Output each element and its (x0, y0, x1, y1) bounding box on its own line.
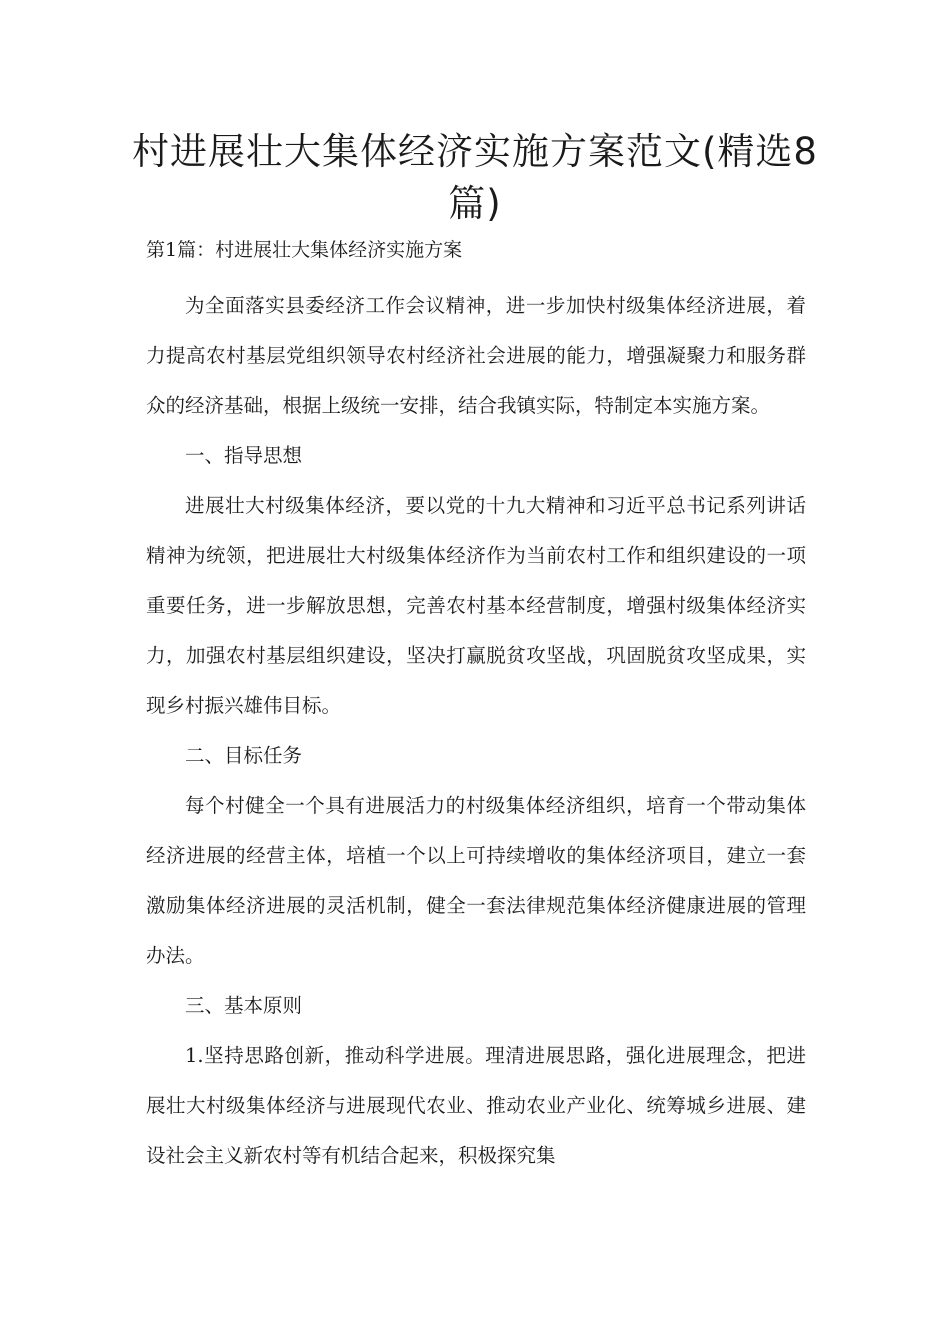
guiding-ideology-paragraph: 进展壮大村级集体经济，要以党的十九大精神和习近平总书记系列讲话精神为统领，把进展壮大村级集体经济作为当前农村工作和组织建设的一项重要任务，进一步解放思想，完善农村基本经营制度，增强村级集体经济实力，加强农村基层组织建设，坚决打赢脱贫攻坚战，巩固脱贫攻坚成果，实现乡村振兴雄伟目标。 (146, 494, 806, 717)
targets-paragraph: 每个村健全一个具有进展活力的村级集体经济组织，培育一个带动集体经济进展的经营主体，培植一个以上可持续增收的集体经济项目，建立一套激励集体经济进展的灵活机制，健全一套法律规范集体经济健康进展的管理办法。 (146, 794, 806, 967)
principle-1-paragraph: 1.坚持思路创新，推动科学进展。理清进展思路，强化进展理念，把进展壮大村级集体经济与进展现代农业、推动农业产业化、统筹城乡进展、建设社会主义新农村等有机结合起来，积极探究集 (146, 1044, 806, 1167)
heading-targets: 二、目标任务 (185, 744, 303, 767)
intro-paragraph: 为全面落实县委经济工作会议精神，进一步加快村级集体经济进展，着力提高农村基层党组织领导农村经济社会进展的能力，增强凝聚力和服务群众的经济基础，根据上级统一安排，结合我镇实际，特制定本实施方案。 (146, 294, 806, 417)
heading-guiding-ideology: 一、指导思想 (185, 444, 303, 467)
section-heading: 第1篇：村进展壮大集体经济实施方案 (146, 239, 463, 261)
heading-principles: 三、基本原则 (185, 994, 303, 1017)
document-title: 村进展壮大集体经济实施方案范文(精选8篇) (132, 130, 818, 225)
document-body (146, 281, 806, 1181)
